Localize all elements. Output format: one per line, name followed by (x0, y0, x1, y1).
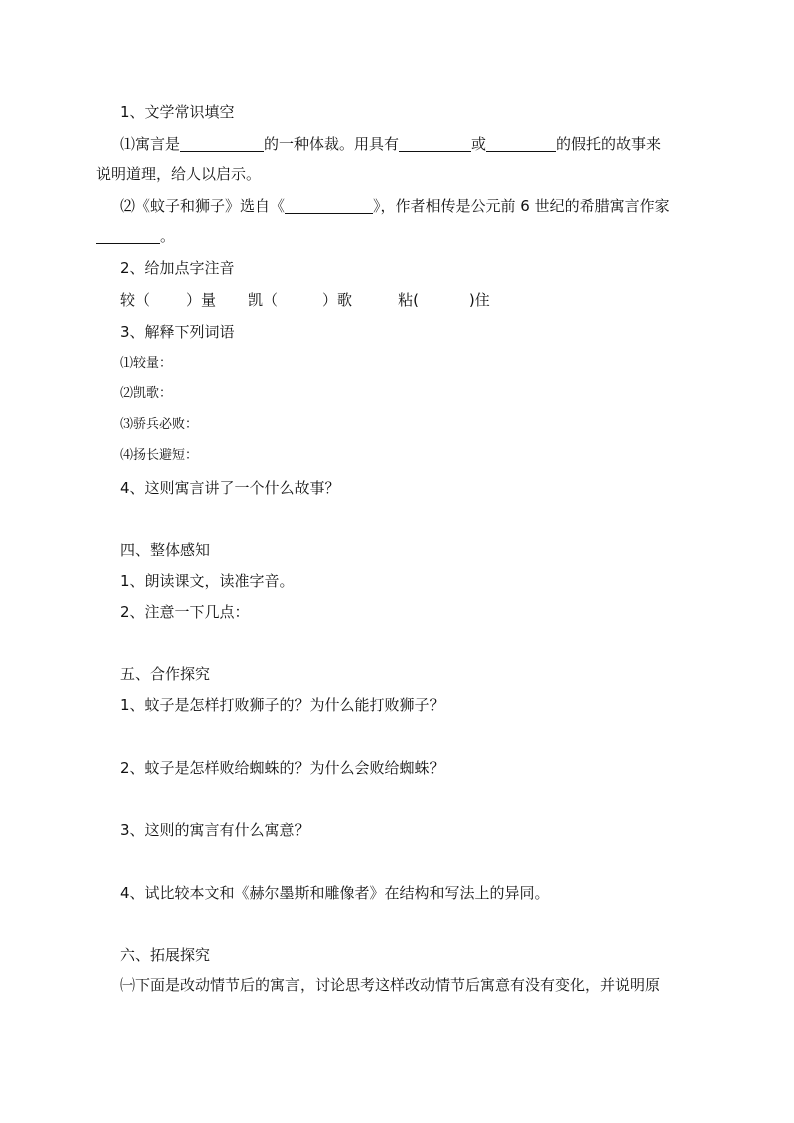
section-6-title: 六、拓展探究 (120, 946, 211, 964)
section-4-title: 四、整体感知 (120, 541, 211, 559)
section-5-question: 2、蚊子是怎样败给蜘蛛的？为什么会败给蜘蛛？ (120, 759, 445, 777)
q2-item-b-start: 凯（ (248, 291, 279, 309)
q3-item: ⑶骄兵必败： (120, 417, 199, 432)
question-2-items (120, 290, 490, 310)
question-4-title: 4、这则寓言讲了一个什么故事？ (120, 479, 340, 497)
q1-2-continuation (96, 226, 175, 246)
q2-item-c-end: )住 (468, 291, 490, 309)
q3-item: ⑵凯歌： (120, 386, 173, 401)
q2-item-a-end: ）量 (186, 291, 217, 309)
answer-blank[interactable] (285, 197, 373, 214)
answer-blank[interactable] (180, 135, 264, 152)
q2-item-a-start: 较（ (120, 291, 151, 309)
section-5-question: 3、这则的寓言有什么寓意？ (120, 821, 310, 839)
q1-2-part-a: ⑵《蚊子和狮子》选自《 (120, 197, 286, 215)
q1-1-part-c: 或 (471, 135, 487, 153)
question-1-1 (120, 134, 661, 154)
section-4-item: 2、注意一下几点： (120, 603, 250, 621)
q2-item-c-start: 粘( (398, 291, 419, 309)
q1-1-part-b: 的一种体裁。用具有 (264, 135, 400, 153)
section-5-question: 1、蚊子是怎样打败狮子的？为什么能打败狮子？ (120, 696, 445, 714)
answer-blank[interactable] (399, 135, 471, 152)
q1-1-part-d: 的假托的故事来 (556, 135, 662, 153)
section-5-title: 五、合作探究 (120, 665, 211, 683)
q3-item: ⑷扬长避短： (120, 448, 199, 463)
q2-item-b-end: ）歌 (322, 291, 353, 309)
answer-blank[interactable] (486, 135, 556, 152)
q1-1-continuation: 说明道理，给人以启示。 (96, 165, 262, 183)
section-4-item: 1、朗读课文，读准字音。 (120, 572, 295, 590)
question-1-title: 1、文学常识填空 (120, 103, 235, 121)
q1-1-part-a: ⑴寓言是 (120, 135, 181, 153)
section-5-question: 4、试比较本文和《赫尔墨斯和雕像者》在结构和写法上的异同。 (120, 884, 550, 902)
q3-item: ⑴较量： (120, 356, 173, 371)
question-2-title: 2、给加点字注音 (120, 259, 235, 277)
answer-blank[interactable] (96, 227, 160, 244)
question-1-2 (120, 196, 670, 216)
section-6-item: ㈠下面是改动情节后的寓言，讨论思考这样改动情节后寓意有没有变化，并说明原 (120, 976, 661, 994)
question-3-title: 3、解释下列词语 (120, 323, 235, 341)
q1-2-part-c: 。 (160, 227, 176, 245)
q1-2-part-b: 》，作者相传是公元前 6 世纪的希腊寓言作家 (373, 197, 670, 215)
